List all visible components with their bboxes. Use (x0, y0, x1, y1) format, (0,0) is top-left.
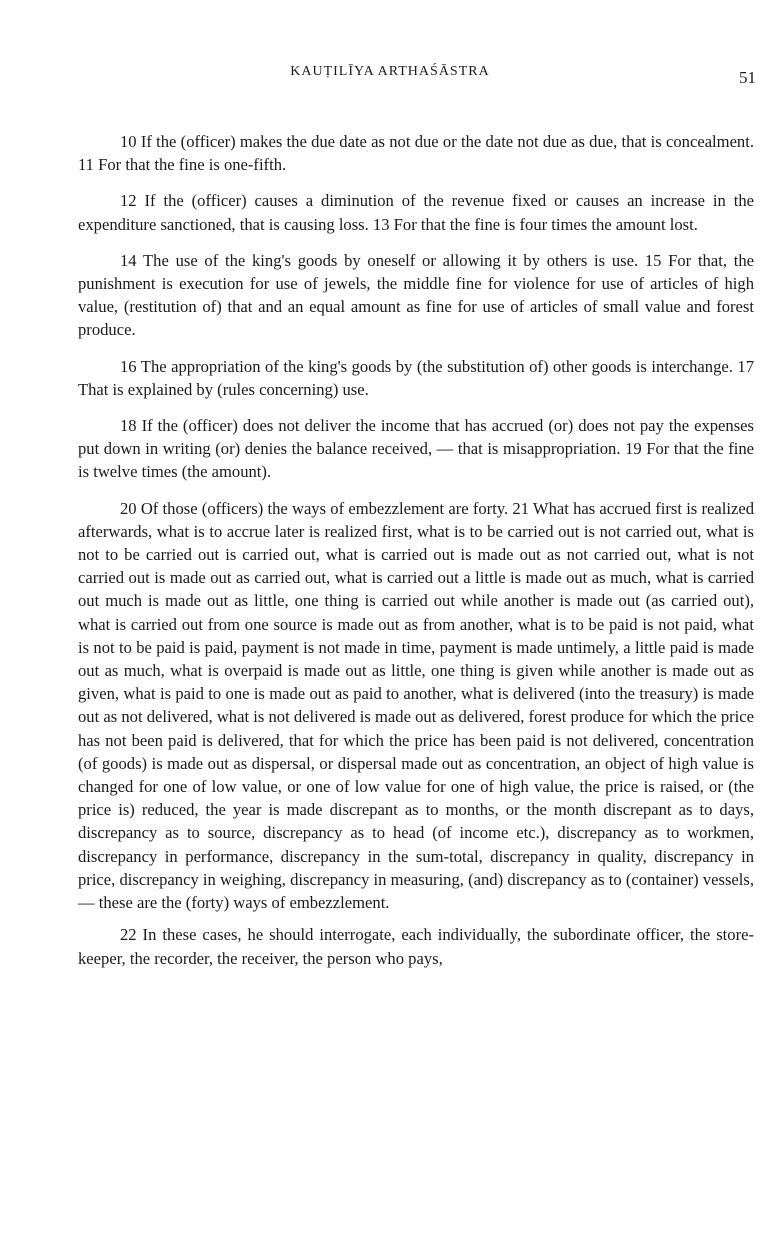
paragraph-22: 22 In these cases, he should interrogate, each individually, the subordinate officer, the store-keeper, the recorder, the receiver, the person who pays, (78, 925, 754, 968)
paragraph-10-11: 10 If the (officer) makes the due date as not due or the date not due as due, that is concealment. 11 For that the fine is one-fifth. (78, 132, 754, 175)
body-text (78, 130, 754, 983)
paragraph-18-19: 18 If the (officer) does not deliver the income that has accrued (or) does not pay the expenses put down in writing (or) denies the balance received, — that is misappropriation. 19 For that the fine is twelve times (the amount). (78, 416, 754, 482)
paragraph-12-13: 12 If the (officer) causes a diminution of the revenue fixed or causes an increase in the expenditure sanctioned, that is causing loss. 13 For that the fine is four times the amount lost. (78, 191, 754, 234)
paragraph-16-17: 16 The appropriation of the king's goods by (the substitution of) other goods is interchange. 17 That is explained by (rules concerning) use. (78, 356, 754, 399)
paragraph-14-15: 14 The use of the king's goods by oneself or allowing it by others is use. 15 For that, the punishment is execution for use of jewels, the middle fine for violence for use of articles of high value, (restitution of) that and an equal amount as fine for use of articles of small value and forest produce. (78, 250, 754, 340)
page-header (0, 62, 780, 86)
running-title: KAUṬILĪYA ARTHAŚĀSTRA (290, 64, 490, 79)
paragraph-20-21: 20 Of those (officers) the ways of embezzlement are forty. 21 What has accrued first is realized afterwards, what is to accrue later is realized first, what is to be carried out is not carried out, what is not to be carried out is carried out, what is carried out is made out as not carried out, what is not carried out is made out as carried out, what is carried out a little is made out as much, what is carried out much is made out as little, one thing is carried out while another is made out (as carried out), what is carried out from one source is made out as from another, what is to be paid is not paid, what is not to be paid is paid, payment is not made in time, payment is made untimely, a little paid is made out as much, what is overpaid is made out as little, one thing is given while another is made out as given, what is paid to one is made out as paid to another, what is delivered (into the treasury) is made out as not delivered, what is not delivered is made out as delivered, forest produce for which the price has not been paid is delivered, that for which the price has been paid is not delivered, concentration (of goods) is made out as dispersal, or dispersal made out as concentration, an object of high value is changed for one of low value, or one of low value for one of high value, the price is raised, or (the price is) reduced, the year is made discrepant as to months, or the month discrepant as to days, discrepancy as to source, discrepancy as to head (of income etc.), discrepancy as to workmen, discrepancy in performance, discrepancy in the sum-total, discrepancy in quality, discrepancy in price, discrepancy in weighing, discrepancy in measuring, (and) discrepancy as to (container) vessels, — these are the (forty) ways of embezzlement. (78, 498, 754, 913)
page-number: 51 (739, 68, 756, 87)
